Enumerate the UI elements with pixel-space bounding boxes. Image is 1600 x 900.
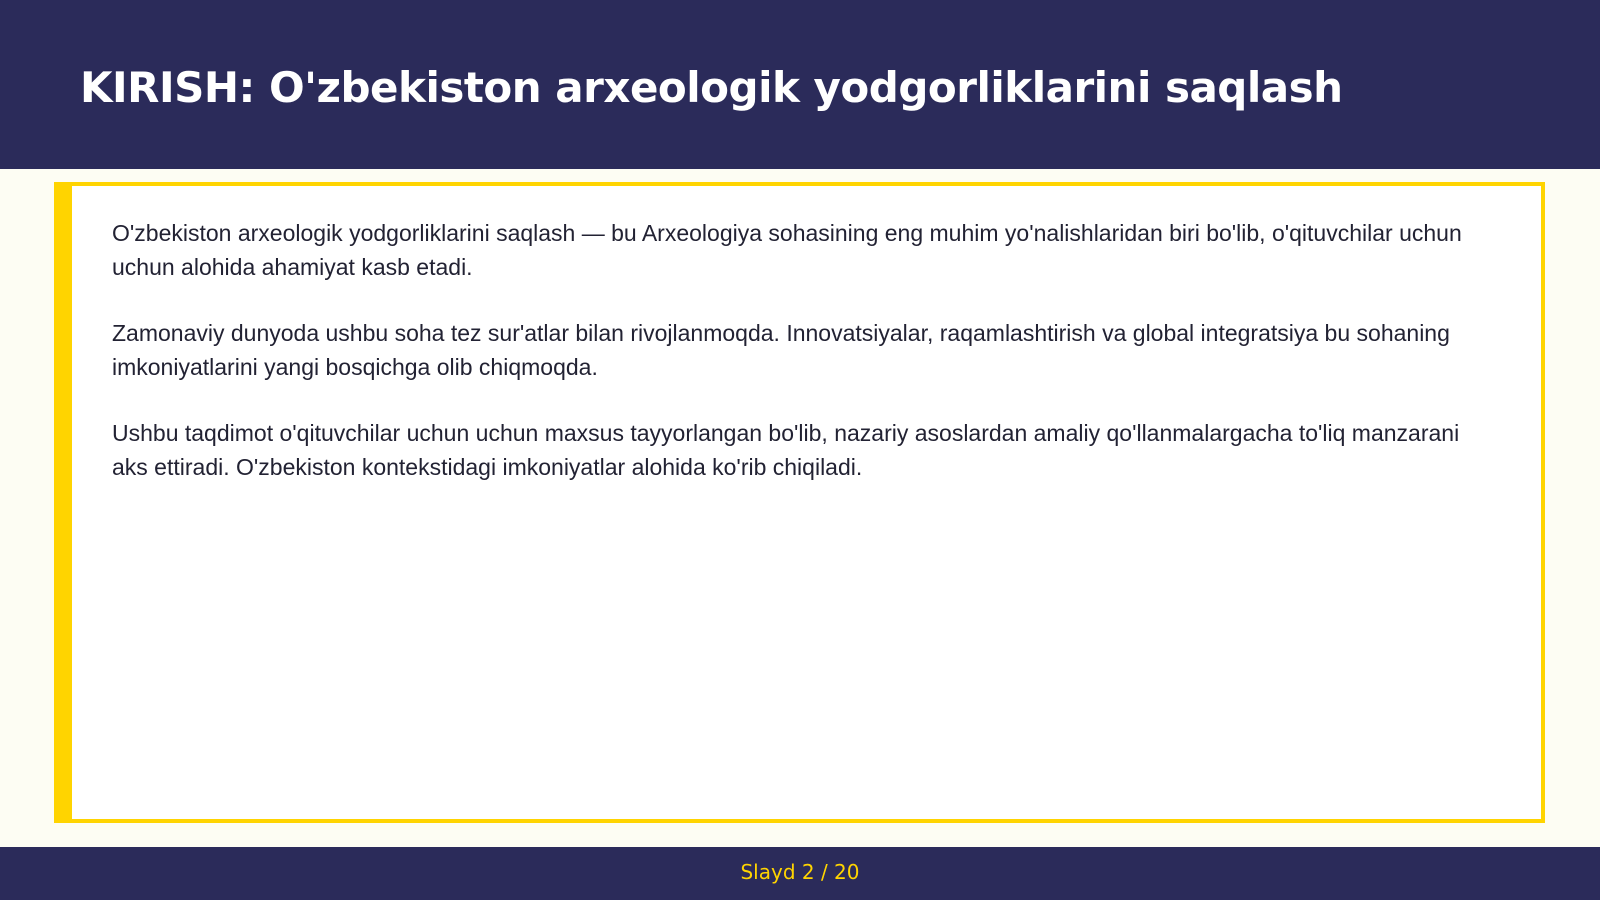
slide-counter: Slayd 2 / 20: [740, 860, 860, 884]
paragraph-intro: O'zbekiston arxeologik yodgorliklarini saqlash — bu Arxeologiya sohasining eng muhim yo'nalishlaridan biri bo'lib, o'qituvchilar uchun uchun alohida ahamiyat kasb etadi.: [112, 220, 1462, 280]
paragraph-modern: Zamonaviy dunyoda ushbu soha tez sur'atlar bilan rivojlanmoqda. Innovatsiyalar, raqamlashtirish va global integratsiya bu sohaning imkoniyatlarini yangi bosqichga olib chiqmoqda.: [112, 320, 1450, 380]
slide-footer: [0, 847, 1600, 900]
slide-title: KIRISH: O'zbekiston arxeologik yodgorliklarini saqlash: [80, 63, 1343, 112]
slide-header: [0, 0, 1600, 169]
paragraph-purpose: Ushbu taqdimot o'qituvchilar uchun uchun maxsus tayyorlangan bo'lib, nazariy asoslardan amaliy qo'llanmalargacha to'liq manzarani aks ettiradi. O'zbekiston kontekstidagi imkoniyatlar alohida ko'rib chiqiladi.: [112, 420, 1460, 480]
content-card: [54, 182, 1545, 823]
